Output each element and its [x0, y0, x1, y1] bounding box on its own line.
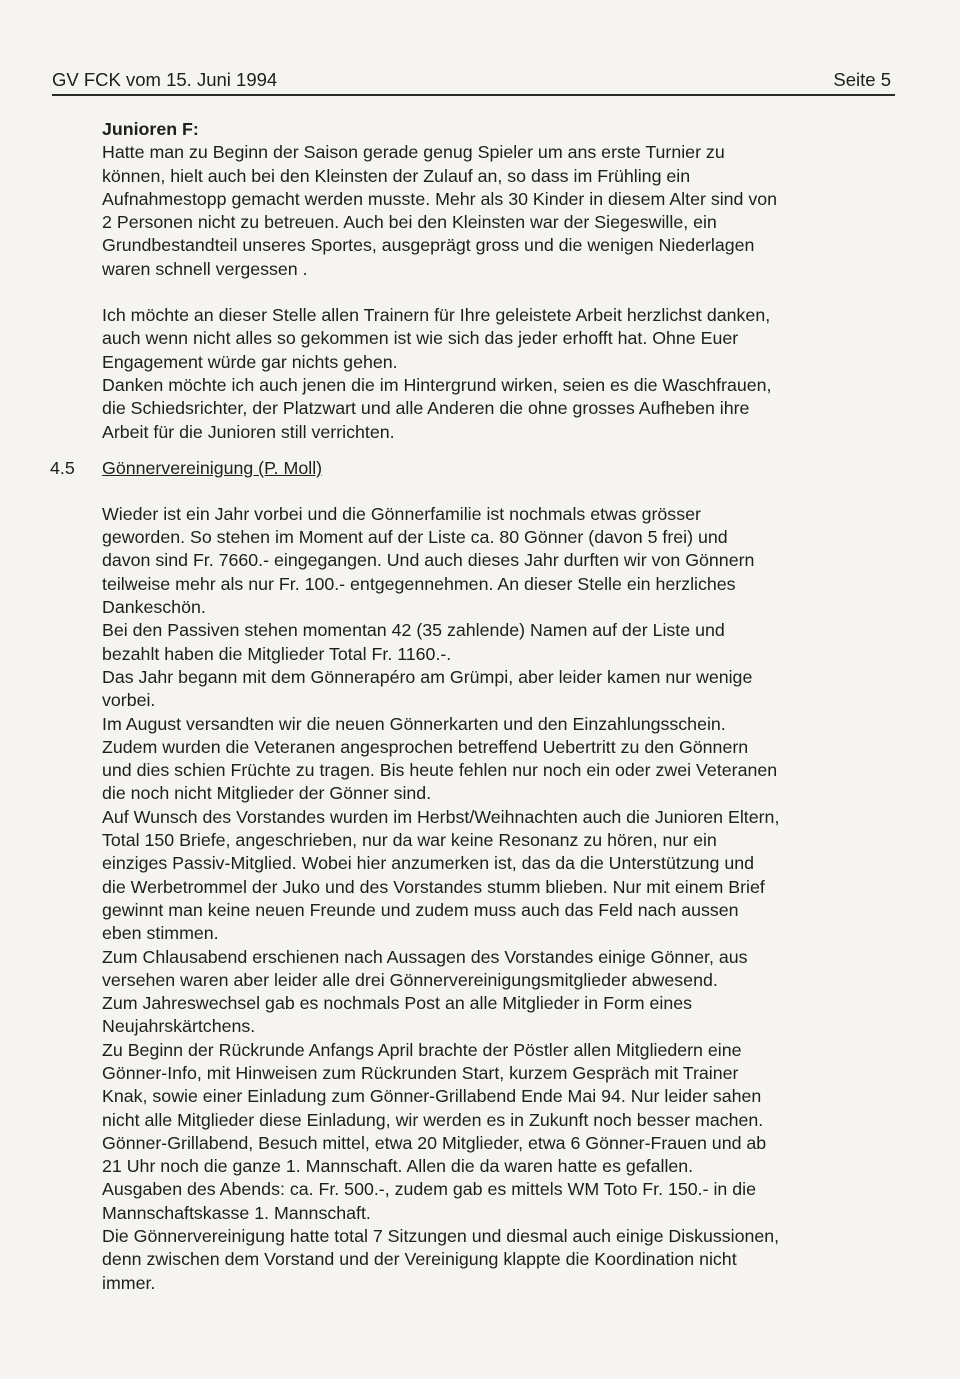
text-line: gewinnt man keine neuen Freunde und zudem muss auch das Feld nach aussen: [102, 899, 739, 920]
text-line: bezahlt haben die Mitglieder Total Fr. 1160.-.: [102, 643, 452, 664]
section-number: 4.5: [50, 457, 75, 478]
juniors-f-paragraph-2: [102, 304, 902, 444]
text-line: Ausgaben des Abends: ca. Fr. 500.-, zudem gab es mittels WM Toto Fr. 150.- in die: [102, 1179, 756, 1200]
text-line: Zudem wurden die Veteranen angesprochen betreffend Uebertritt zu den Gönnern: [102, 736, 749, 757]
header-title: GV FCK vom 15. Juni 1994: [52, 69, 278, 90]
page-content: [50, 118, 902, 1295]
text-line: Die Gönnervereinigung hatte total 7 Sitzungen und diesmal auch einige Diskussionen,: [102, 1226, 780, 1247]
section-title: Gönnervereinigung (P. Moll): [102, 457, 323, 478]
text-line: Engagement würde gar nichts gehen.: [102, 351, 398, 372]
text-line: Gönner-Info, mit Hinweisen zum Rückrunden Start, kurzem Gespräch mit Trainer: [102, 1062, 739, 1083]
page-header: [52, 68, 895, 96]
text-line: Hatte man zu Beginn der Saison gerade genug Spieler um ans erste Turnier zu: [102, 142, 725, 163]
text-line: davon sind Fr. 7660.- eingegangen. Und auch dieses Jahr durften wir von Gönnern: [102, 550, 755, 571]
text-line: die noch nicht Mitglieder der Gönner sind.: [102, 783, 432, 804]
text-line: und dies schien Früchte zu tragen. Bis heute fehlen nur noch ein oder zwei Veteranen: [102, 760, 778, 781]
text-line: eben stimmen.: [102, 923, 219, 944]
text-line: Im August versandten wir die neuen Gönnerkarten und den Einzahlungsschein.: [102, 713, 726, 734]
text-line: Auf Wunsch des Vorstandes wurden im Herbst/Weihnachten auch die Junioren Eltern,: [102, 806, 780, 827]
text-line: die Werbetrommel der Juko und des Vorstandes stumm blieben. Nur mit einem Brief: [102, 876, 765, 897]
text-line: Zum Jahreswechsel gab es nochmals Post an alle Mitglieder in Form eines: [102, 993, 693, 1014]
text-line: 2 Personen nicht zu betreuen. Auch bei den Kleinsten war der Siegeswille, ein: [102, 212, 717, 233]
section-heading: [50, 457, 902, 480]
text-line: Gönner-Grillabend, Besuch mittel, etwa 20 Mitglieder, etwa 6 Gönner-Frauen und ab: [102, 1132, 767, 1153]
text-line: Aufnahmestopp gemacht werden musste. Mehr als 30 Kinder in diesem Alter sind von: [102, 188, 778, 209]
text-line: die Schiedsrichter, der Platzwart und alle Anderen die ohne grosses Aufheben ihre: [102, 398, 750, 419]
text-line: versehen waren aber leider alle drei Gönnervereinigungsmitglieder abwesend.: [102, 969, 718, 990]
text-line: auch wenn nicht alles so gekommen ist wie sich das jeder erhofft hat. Ohne Euer: [102, 328, 739, 349]
text-line: immer.: [102, 1272, 156, 1293]
text-line: Wieder ist ein Jahr vorbei und die Gönnerfamilie ist nochmals etwas grösser: [102, 503, 701, 524]
text-line: Knak, sowie einer Einladung zum Gönner-Grillabend Ende Mai 94. Nur leider sahen: [102, 1086, 762, 1107]
text-line: Zu Beginn der Rückrunde Anfangs April brachte der Pöstler allen Mitgliedern eine: [102, 1039, 742, 1060]
text-line: waren schnell vergessen .: [102, 258, 308, 279]
text-line: 21 Uhr noch die ganze 1. Mannschaft. Allen die da waren hatte es gefallen.: [102, 1156, 694, 1177]
section-body: [102, 503, 902, 1295]
paragraph-gap: [102, 281, 902, 304]
text-line: Total 150 Briefe, angeschrieben, nur da war keine Resonanz zu hören, nur ein: [102, 830, 717, 851]
text-line: können, hielt auch bei den Kleinsten der Zulauf an, so dass im Frühling ein: [102, 165, 691, 186]
text-line: einziges Passiv-Mitglied. Wobei hier anzumerken ist, das da die Unterstützung und: [102, 853, 754, 874]
text-line: Ich möchte an dieser Stelle allen Trainern für Ihre geleistete Arbeit herzlichst danken,: [102, 305, 771, 326]
text-line: denn zwischen dem Vorstand und der Vereinigung klappte die Koordination nicht: [102, 1249, 737, 1270]
text-line: Arbeit für die Junioren still verrichten.: [102, 421, 395, 442]
text-line: geworden. So stehen im Moment auf der Liste ca. 80 Gönner (davon 5 frei) und: [102, 527, 728, 548]
juniors-f-paragraph-1: [102, 141, 902, 281]
text-line: vorbei.: [102, 690, 156, 711]
text-line: Zum Chlausabend erschienen nach Aussagen des Vorstandes einige Gönner, aus: [102, 946, 748, 967]
text-line: teilweise mehr als nur Fr. 100.- entgegennehmen. An dieser Stelle ein herzliches: [102, 573, 736, 594]
page-number: Seite 5: [833, 69, 891, 90]
text-line: Bei den Passiven stehen momentan 42 (35 zahlende) Namen auf der Liste und: [102, 620, 725, 641]
text-line: Das Jahr begann mit dem Gönnerapéro am Grümpi, aber leider kamen nur wenige: [102, 666, 753, 687]
subheading-juniors-f: Junioren F:: [102, 119, 199, 139]
text-line: Mannschaftskasse 1. Mannschaft.: [102, 1202, 371, 1223]
text-line: Danken möchte ich auch jenen die im Hintergrund wirken, seien es die Waschfrauen,: [102, 374, 772, 395]
text-line: nicht alle Mitglieder diese Einladung, wir werden es in Zukunft noch besser machen.: [102, 1109, 764, 1130]
text-line: Grundbestandteil unseres Sportes, ausgeprägt gross und die wenigen Niederlagen: [102, 235, 755, 256]
text-line: Neujahrskärtchens.: [102, 1016, 256, 1037]
text-line: Dankeschön.: [102, 597, 206, 618]
